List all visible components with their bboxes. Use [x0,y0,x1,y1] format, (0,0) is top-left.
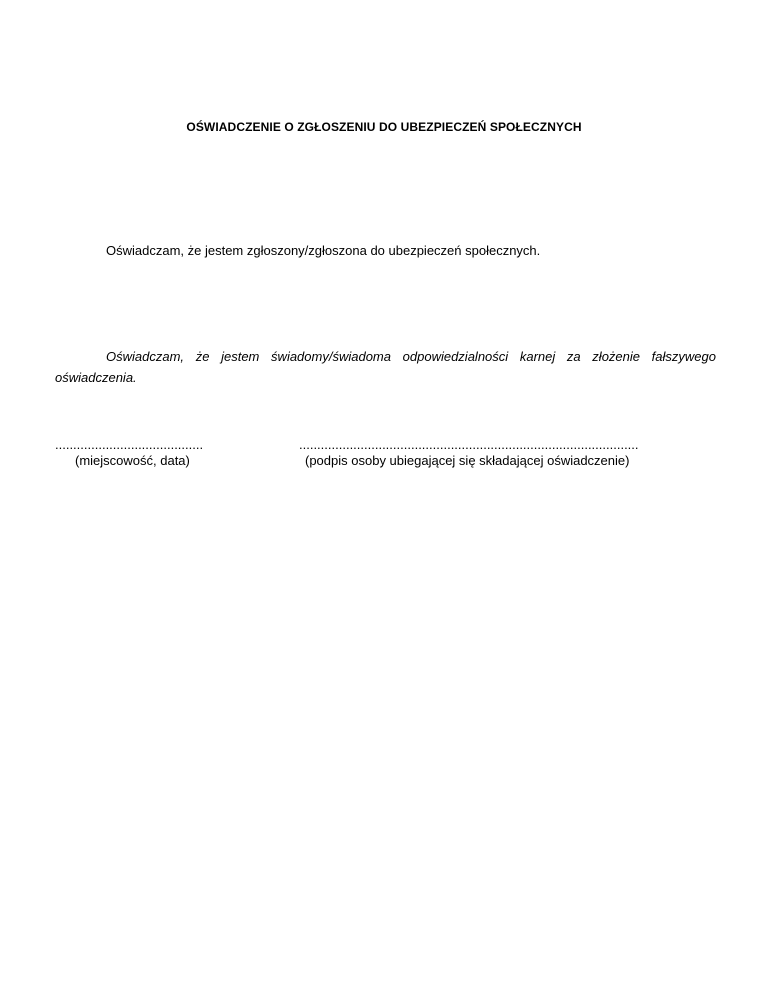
declaration-insurance-registration: Oświadczam, że jestem zgłoszony/zgłoszona do ubezpieczeń społecznych. [106,243,541,258]
declaration-criminal-liability: Oświadczam, że jestem świadomy/świadoma odpowiedzialności karnej za złożenie fałszywego oświadczenia. [55,349,716,385]
document-title: OŚWIADCZENIE O ZGŁOSZENIU DO UBEZPIECZEŃ SPOŁECZNYCH [186,120,582,134]
place-date-signature-block [55,438,225,469]
applicant-signature-block [299,438,679,469]
place-date-dotted-line: ......................................... [55,438,204,452]
applicant-signature-dotted-line: .............................................................................................. [299,438,639,452]
place-date-caption: (miejscowość, data) [75,453,190,468]
applicant-signature-caption: (podpis osoby ubiegającej się składającej oświadczenie) [305,453,630,468]
